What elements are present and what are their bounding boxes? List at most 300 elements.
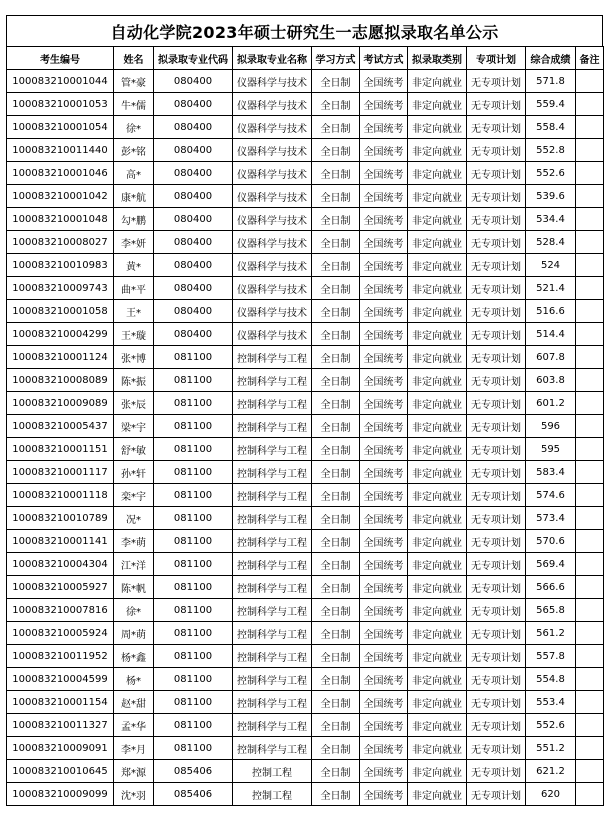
candidate-id-cell: 100083210001154 <box>7 691 114 714</box>
remarks-cell <box>576 576 604 599</box>
candidate-id-cell: 100083210010789 <box>7 507 114 530</box>
remarks-cell <box>576 645 604 668</box>
name-cell: 栾*宇 <box>114 484 154 507</box>
page-title: 自动化学院2023年硕士研究生一志愿拟录取名单公示 <box>6 15 603 46</box>
exam-mode-cell: 全国统考 <box>360 691 408 714</box>
table-row <box>7 323 604 346</box>
candidate-id-cell: 100083210010983 <box>7 254 114 277</box>
name-cell: 李*萌 <box>114 530 154 553</box>
candidate-id-cell: 100083210009099 <box>7 783 114 806</box>
exam-mode-cell: 全国统考 <box>360 714 408 737</box>
admission-category-cell: 非定向就业 <box>408 484 467 507</box>
name-cell: 张*博 <box>114 346 154 369</box>
special-plan-cell: 无专项计划 <box>467 576 526 599</box>
table-row <box>7 415 604 438</box>
major-name-cell: 仪器科学与技术 <box>233 231 312 254</box>
table-row <box>7 645 604 668</box>
remarks-cell <box>576 185 604 208</box>
table-row <box>7 139 604 162</box>
special-plan-cell: 无专项计划 <box>467 346 526 369</box>
table-row <box>7 300 604 323</box>
name-cell: 梁*宇 <box>114 415 154 438</box>
major-code-cell: 080400 <box>154 208 233 231</box>
special-plan-cell: 无专项计划 <box>467 415 526 438</box>
major-code-cell: 081100 <box>154 369 233 392</box>
table-row <box>7 162 604 185</box>
name-cell: 赵*甜 <box>114 691 154 714</box>
table-row <box>7 70 604 93</box>
table-row <box>7 346 604 369</box>
table-row <box>7 714 604 737</box>
major-code-cell: 081100 <box>154 576 233 599</box>
name-cell: 况* <box>114 507 154 530</box>
table-row <box>7 507 604 530</box>
major-code-cell: 080400 <box>154 231 233 254</box>
admission-category-cell: 非定向就业 <box>408 530 467 553</box>
study-mode-cell: 全日制 <box>312 392 360 415</box>
special-plan-cell: 无专项计划 <box>467 254 526 277</box>
special-plan-cell: 无专项计划 <box>467 553 526 576</box>
major-name-cell: 控制科学与工程 <box>233 392 312 415</box>
major-code-cell: 080400 <box>154 93 233 116</box>
major-code-cell: 081100 <box>154 714 233 737</box>
major-code-cell: 081100 <box>154 530 233 553</box>
name-cell: 徐* <box>114 116 154 139</box>
table-row <box>7 254 604 277</box>
total-score-cell: 595 <box>526 438 576 461</box>
table-row <box>7 484 604 507</box>
exam-mode-cell: 全国统考 <box>360 346 408 369</box>
major-code-cell: 081100 <box>154 438 233 461</box>
major-code-cell: 080400 <box>154 277 233 300</box>
name-cell: 徐* <box>114 599 154 622</box>
major-code-cell: 081100 <box>154 737 233 760</box>
major-name-cell: 控制科学与工程 <box>233 461 312 484</box>
major-name-cell: 仪器科学与技术 <box>233 116 312 139</box>
header-cell: 拟录取类别 <box>408 47 467 70</box>
major-name-cell: 仪器科学与技术 <box>233 300 312 323</box>
exam-mode-cell: 全国统考 <box>360 530 408 553</box>
total-score-cell: 528.4 <box>526 231 576 254</box>
table-row <box>7 668 604 691</box>
candidate-id-cell: 100083210005924 <box>7 622 114 645</box>
exam-mode-cell: 全国统考 <box>360 116 408 139</box>
study-mode-cell: 全日制 <box>312 139 360 162</box>
major-code-cell: 080400 <box>154 323 233 346</box>
special-plan-cell: 无专项计划 <box>467 760 526 783</box>
name-cell: 李*妍 <box>114 231 154 254</box>
major-name-cell: 控制科学与工程 <box>233 530 312 553</box>
remarks-cell <box>576 231 604 254</box>
remarks-cell <box>576 668 604 691</box>
admission-category-cell: 非定向就业 <box>408 185 467 208</box>
study-mode-cell: 全日制 <box>312 714 360 737</box>
special-plan-cell: 无专项计划 <box>467 461 526 484</box>
exam-mode-cell: 全国统考 <box>360 461 408 484</box>
candidate-id-cell: 100083210009091 <box>7 737 114 760</box>
total-score-cell: 559.4 <box>526 93 576 116</box>
major-code-cell: 085406 <box>154 783 233 806</box>
special-plan-cell: 无专项计划 <box>467 599 526 622</box>
special-plan-cell: 无专项计划 <box>467 714 526 737</box>
name-cell: 郑*源 <box>114 760 154 783</box>
major-name-cell: 控制科学与工程 <box>233 714 312 737</box>
candidate-id-cell: 100083210001118 <box>7 484 114 507</box>
admission-category-cell: 非定向就业 <box>408 553 467 576</box>
name-cell: 杨* <box>114 668 154 691</box>
exam-mode-cell: 全国统考 <box>360 208 408 231</box>
remarks-cell <box>576 438 604 461</box>
total-score-cell: 583.4 <box>526 461 576 484</box>
name-cell: 陈*帆 <box>114 576 154 599</box>
exam-mode-cell: 全国统考 <box>360 553 408 576</box>
name-cell: 曲*平 <box>114 277 154 300</box>
special-plan-cell: 无专项计划 <box>467 783 526 806</box>
admission-category-cell: 非定向就业 <box>408 461 467 484</box>
total-score-cell: 571.8 <box>526 70 576 93</box>
total-score-cell: 573.4 <box>526 507 576 530</box>
total-score-cell: 552.6 <box>526 162 576 185</box>
total-score-cell: 557.8 <box>526 645 576 668</box>
admission-category-cell: 非定向就业 <box>408 760 467 783</box>
admission-category-cell: 非定向就业 <box>408 231 467 254</box>
special-plan-cell: 无专项计划 <box>467 691 526 714</box>
exam-mode-cell: 全国统考 <box>360 622 408 645</box>
table-row <box>7 576 604 599</box>
header-cell: 学习方式 <box>312 47 360 70</box>
admission-category-cell: 非定向就业 <box>408 70 467 93</box>
admission-category-cell: 非定向就业 <box>408 576 467 599</box>
study-mode-cell: 全日制 <box>312 369 360 392</box>
special-plan-cell: 无专项计划 <box>467 507 526 530</box>
exam-mode-cell: 全国统考 <box>360 323 408 346</box>
exam-mode-cell: 全国统考 <box>360 392 408 415</box>
study-mode-cell: 全日制 <box>312 300 360 323</box>
exam-mode-cell: 全国统考 <box>360 737 408 760</box>
name-cell: 张*辰 <box>114 392 154 415</box>
special-plan-cell: 无专项计划 <box>467 392 526 415</box>
table-row <box>7 622 604 645</box>
study-mode-cell: 全日制 <box>312 691 360 714</box>
total-score-cell: 566.6 <box>526 576 576 599</box>
special-plan-cell: 无专项计划 <box>467 116 526 139</box>
major-name-cell: 仪器科学与技术 <box>233 162 312 185</box>
header-cell: 拟录取专业名称 <box>233 47 312 70</box>
name-cell: 王*璇 <box>114 323 154 346</box>
major-name-cell: 控制科学与工程 <box>233 346 312 369</box>
table-row <box>7 231 604 254</box>
total-score-cell: 620 <box>526 783 576 806</box>
admission-category-cell: 非定向就业 <box>408 116 467 139</box>
total-score-cell: 552.8 <box>526 139 576 162</box>
admission-category-cell: 非定向就业 <box>408 668 467 691</box>
major-name-cell: 仪器科学与技术 <box>233 93 312 116</box>
table-row <box>7 116 604 139</box>
remarks-cell <box>576 599 604 622</box>
candidate-id-cell: 100083210001058 <box>7 300 114 323</box>
remarks-cell <box>576 323 604 346</box>
major-name-cell: 仪器科学与技术 <box>233 139 312 162</box>
special-plan-cell: 无专项计划 <box>467 139 526 162</box>
admission-category-cell: 非定向就业 <box>408 346 467 369</box>
candidate-id-cell: 100083210001048 <box>7 208 114 231</box>
exam-mode-cell: 全国统考 <box>360 645 408 668</box>
header-cell: 综合成绩 <box>526 47 576 70</box>
candidate-id-cell: 100083210009089 <box>7 392 114 415</box>
total-score-cell: 516.6 <box>526 300 576 323</box>
name-cell: 舒*敏 <box>114 438 154 461</box>
remarks-cell <box>576 737 604 760</box>
study-mode-cell: 全日制 <box>312 461 360 484</box>
major-code-cell: 081100 <box>154 553 233 576</box>
remarks-cell <box>576 369 604 392</box>
table-row <box>7 277 604 300</box>
candidate-id-cell: 100083210011327 <box>7 714 114 737</box>
major-code-cell: 081100 <box>154 599 233 622</box>
study-mode-cell: 全日制 <box>312 507 360 530</box>
table-row <box>7 369 604 392</box>
total-score-cell: 551.2 <box>526 737 576 760</box>
exam-mode-cell: 全国统考 <box>360 254 408 277</box>
major-code-cell: 081100 <box>154 691 233 714</box>
remarks-cell <box>576 484 604 507</box>
major-name-cell: 控制科学与工程 <box>233 553 312 576</box>
major-name-cell: 控制科学与工程 <box>233 691 312 714</box>
remarks-cell <box>576 93 604 116</box>
remarks-cell <box>576 346 604 369</box>
remarks-cell <box>576 415 604 438</box>
major-name-cell: 控制工程 <box>233 760 312 783</box>
remarks-cell <box>576 70 604 93</box>
study-mode-cell: 全日制 <box>312 530 360 553</box>
major-code-cell: 080400 <box>154 116 233 139</box>
header-cell: 拟录取专业代码 <box>154 47 233 70</box>
special-plan-cell: 无专项计划 <box>467 622 526 645</box>
admission-category-cell: 非定向就业 <box>408 254 467 277</box>
study-mode-cell: 全日制 <box>312 254 360 277</box>
remarks-cell <box>576 760 604 783</box>
admission-list-sheet <box>6 15 603 806</box>
total-score-cell: 553.4 <box>526 691 576 714</box>
total-score-cell: 554.8 <box>526 668 576 691</box>
candidate-id-cell: 100083210001124 <box>7 346 114 369</box>
exam-mode-cell: 全国统考 <box>360 231 408 254</box>
admission-category-cell: 非定向就业 <box>408 162 467 185</box>
name-cell: 孙*轩 <box>114 461 154 484</box>
candidate-id-cell: 100083210010645 <box>7 760 114 783</box>
major-name-cell: 仪器科学与技术 <box>233 323 312 346</box>
admission-category-cell: 非定向就业 <box>408 415 467 438</box>
special-plan-cell: 无专项计划 <box>467 185 526 208</box>
major-code-cell: 080400 <box>154 254 233 277</box>
study-mode-cell: 全日制 <box>312 438 360 461</box>
study-mode-cell: 全日制 <box>312 277 360 300</box>
exam-mode-cell: 全国统考 <box>360 438 408 461</box>
study-mode-cell: 全日制 <box>312 346 360 369</box>
study-mode-cell: 全日制 <box>312 599 360 622</box>
table-row <box>7 438 604 461</box>
table-row <box>7 461 604 484</box>
candidate-id-cell: 100083210007816 <box>7 599 114 622</box>
total-score-cell: 539.6 <box>526 185 576 208</box>
total-score-cell: 561.2 <box>526 622 576 645</box>
major-code-cell: 080400 <box>154 139 233 162</box>
major-code-cell: 081100 <box>154 346 233 369</box>
table-row <box>7 93 604 116</box>
total-score-cell: 534.4 <box>526 208 576 231</box>
special-plan-cell: 无专项计划 <box>467 645 526 668</box>
admission-category-cell: 非定向就业 <box>408 714 467 737</box>
special-plan-cell: 无专项计划 <box>467 70 526 93</box>
name-cell: 管*豪 <box>114 70 154 93</box>
table-body <box>7 70 604 806</box>
study-mode-cell: 全日制 <box>312 70 360 93</box>
remarks-cell <box>576 208 604 231</box>
exam-mode-cell: 全国统考 <box>360 576 408 599</box>
total-score-cell: 524 <box>526 254 576 277</box>
special-plan-cell: 无专项计划 <box>467 438 526 461</box>
remarks-cell <box>576 507 604 530</box>
candidate-id-cell: 100083210004299 <box>7 323 114 346</box>
special-plan-cell: 无专项计划 <box>467 277 526 300</box>
major-name-cell: 控制科学与工程 <box>233 507 312 530</box>
study-mode-cell: 全日制 <box>312 93 360 116</box>
candidate-id-cell: 100083210011952 <box>7 645 114 668</box>
total-score-cell: 565.8 <box>526 599 576 622</box>
remarks-cell <box>576 254 604 277</box>
study-mode-cell: 全日制 <box>312 760 360 783</box>
table-row <box>7 553 604 576</box>
major-code-cell: 081100 <box>154 645 233 668</box>
table-row <box>7 737 604 760</box>
major-name-cell: 控制科学与工程 <box>233 622 312 645</box>
table-row <box>7 599 604 622</box>
remarks-cell <box>576 392 604 415</box>
exam-mode-cell: 全国统考 <box>360 484 408 507</box>
total-score-cell: 621.2 <box>526 760 576 783</box>
table-row <box>7 760 604 783</box>
study-mode-cell: 全日制 <box>312 323 360 346</box>
candidate-id-cell: 100083210001151 <box>7 438 114 461</box>
study-mode-cell: 全日制 <box>312 415 360 438</box>
candidate-id-cell: 100083210008089 <box>7 369 114 392</box>
exam-mode-cell: 全国统考 <box>360 277 408 300</box>
special-plan-cell: 无专项计划 <box>467 93 526 116</box>
admission-category-cell: 非定向就业 <box>408 737 467 760</box>
remarks-cell <box>576 530 604 553</box>
admission-category-cell: 非定向就业 <box>408 783 467 806</box>
total-score-cell: 569.4 <box>526 553 576 576</box>
major-name-cell: 控制科学与工程 <box>233 484 312 507</box>
exam-mode-cell: 全国统考 <box>360 300 408 323</box>
name-cell: 孟*华 <box>114 714 154 737</box>
major-name-cell: 控制科学与工程 <box>233 369 312 392</box>
special-plan-cell: 无专项计划 <box>467 208 526 231</box>
exam-mode-cell: 全国统考 <box>360 185 408 208</box>
major-code-cell: 080400 <box>154 162 233 185</box>
remarks-cell <box>576 691 604 714</box>
name-cell: 王* <box>114 300 154 323</box>
major-name-cell: 控制工程 <box>233 783 312 806</box>
candidate-id-cell: 100083210001117 <box>7 461 114 484</box>
name-cell: 黄* <box>114 254 154 277</box>
admission-category-cell: 非定向就业 <box>408 208 467 231</box>
major-code-cell: 081100 <box>154 622 233 645</box>
major-code-cell: 081100 <box>154 461 233 484</box>
name-cell: 陈*振 <box>114 369 154 392</box>
total-score-cell: 603.8 <box>526 369 576 392</box>
total-score-cell: 570.6 <box>526 530 576 553</box>
admission-category-cell: 非定向就业 <box>408 392 467 415</box>
remarks-cell <box>576 300 604 323</box>
exam-mode-cell: 全国统考 <box>360 783 408 806</box>
admission-category-cell: 非定向就业 <box>408 645 467 668</box>
total-score-cell: 558.4 <box>526 116 576 139</box>
name-cell: 勾*鹏 <box>114 208 154 231</box>
header-cell: 姓名 <box>114 47 154 70</box>
name-cell: 沈*羽 <box>114 783 154 806</box>
special-plan-cell: 无专项计划 <box>467 737 526 760</box>
header-cell: 考试方式 <box>360 47 408 70</box>
name-cell: 康*航 <box>114 185 154 208</box>
header-cell: 考生编号 <box>7 47 114 70</box>
exam-mode-cell: 全国统考 <box>360 668 408 691</box>
major-code-cell: 081100 <box>154 668 233 691</box>
special-plan-cell: 无专项计划 <box>467 162 526 185</box>
special-plan-cell: 无专项计划 <box>467 530 526 553</box>
candidate-id-cell: 100083210004599 <box>7 668 114 691</box>
major-name-cell: 控制科学与工程 <box>233 645 312 668</box>
major-name-cell: 控制科学与工程 <box>233 576 312 599</box>
exam-mode-cell: 全国统考 <box>360 415 408 438</box>
name-cell: 彭*铭 <box>114 139 154 162</box>
candidate-id-cell: 100083210005437 <box>7 415 114 438</box>
exam-mode-cell: 全国统考 <box>360 760 408 783</box>
special-plan-cell: 无专项计划 <box>467 300 526 323</box>
table-row <box>7 691 604 714</box>
total-score-cell: 607.8 <box>526 346 576 369</box>
exam-mode-cell: 全国统考 <box>360 369 408 392</box>
name-cell: 高* <box>114 162 154 185</box>
candidate-id-cell: 100083210008027 <box>7 231 114 254</box>
candidate-id-cell: 100083210009743 <box>7 277 114 300</box>
remarks-cell <box>576 162 604 185</box>
major-name-cell: 控制科学与工程 <box>233 599 312 622</box>
total-score-cell: 601.2 <box>526 392 576 415</box>
exam-mode-cell: 全国统考 <box>360 162 408 185</box>
special-plan-cell: 无专项计划 <box>467 369 526 392</box>
admission-category-cell: 非定向就业 <box>408 323 467 346</box>
study-mode-cell: 全日制 <box>312 231 360 254</box>
exam-mode-cell: 全国统考 <box>360 139 408 162</box>
remarks-cell <box>576 714 604 737</box>
remarks-cell <box>576 783 604 806</box>
major-code-cell: 080400 <box>154 185 233 208</box>
major-name-cell: 控制科学与工程 <box>233 438 312 461</box>
study-mode-cell: 全日制 <box>312 783 360 806</box>
remarks-cell <box>576 139 604 162</box>
admission-category-cell: 非定向就业 <box>408 507 467 530</box>
candidate-id-cell: 100083210005927 <box>7 576 114 599</box>
table-row <box>7 783 604 806</box>
exam-mode-cell: 全国统考 <box>360 599 408 622</box>
study-mode-cell: 全日制 <box>312 116 360 139</box>
header-cell: 专项计划 <box>467 47 526 70</box>
admission-category-cell: 非定向就业 <box>408 691 467 714</box>
special-plan-cell: 无专项计划 <box>467 668 526 691</box>
exam-mode-cell: 全国统考 <box>360 93 408 116</box>
major-code-cell: 080400 <box>154 300 233 323</box>
